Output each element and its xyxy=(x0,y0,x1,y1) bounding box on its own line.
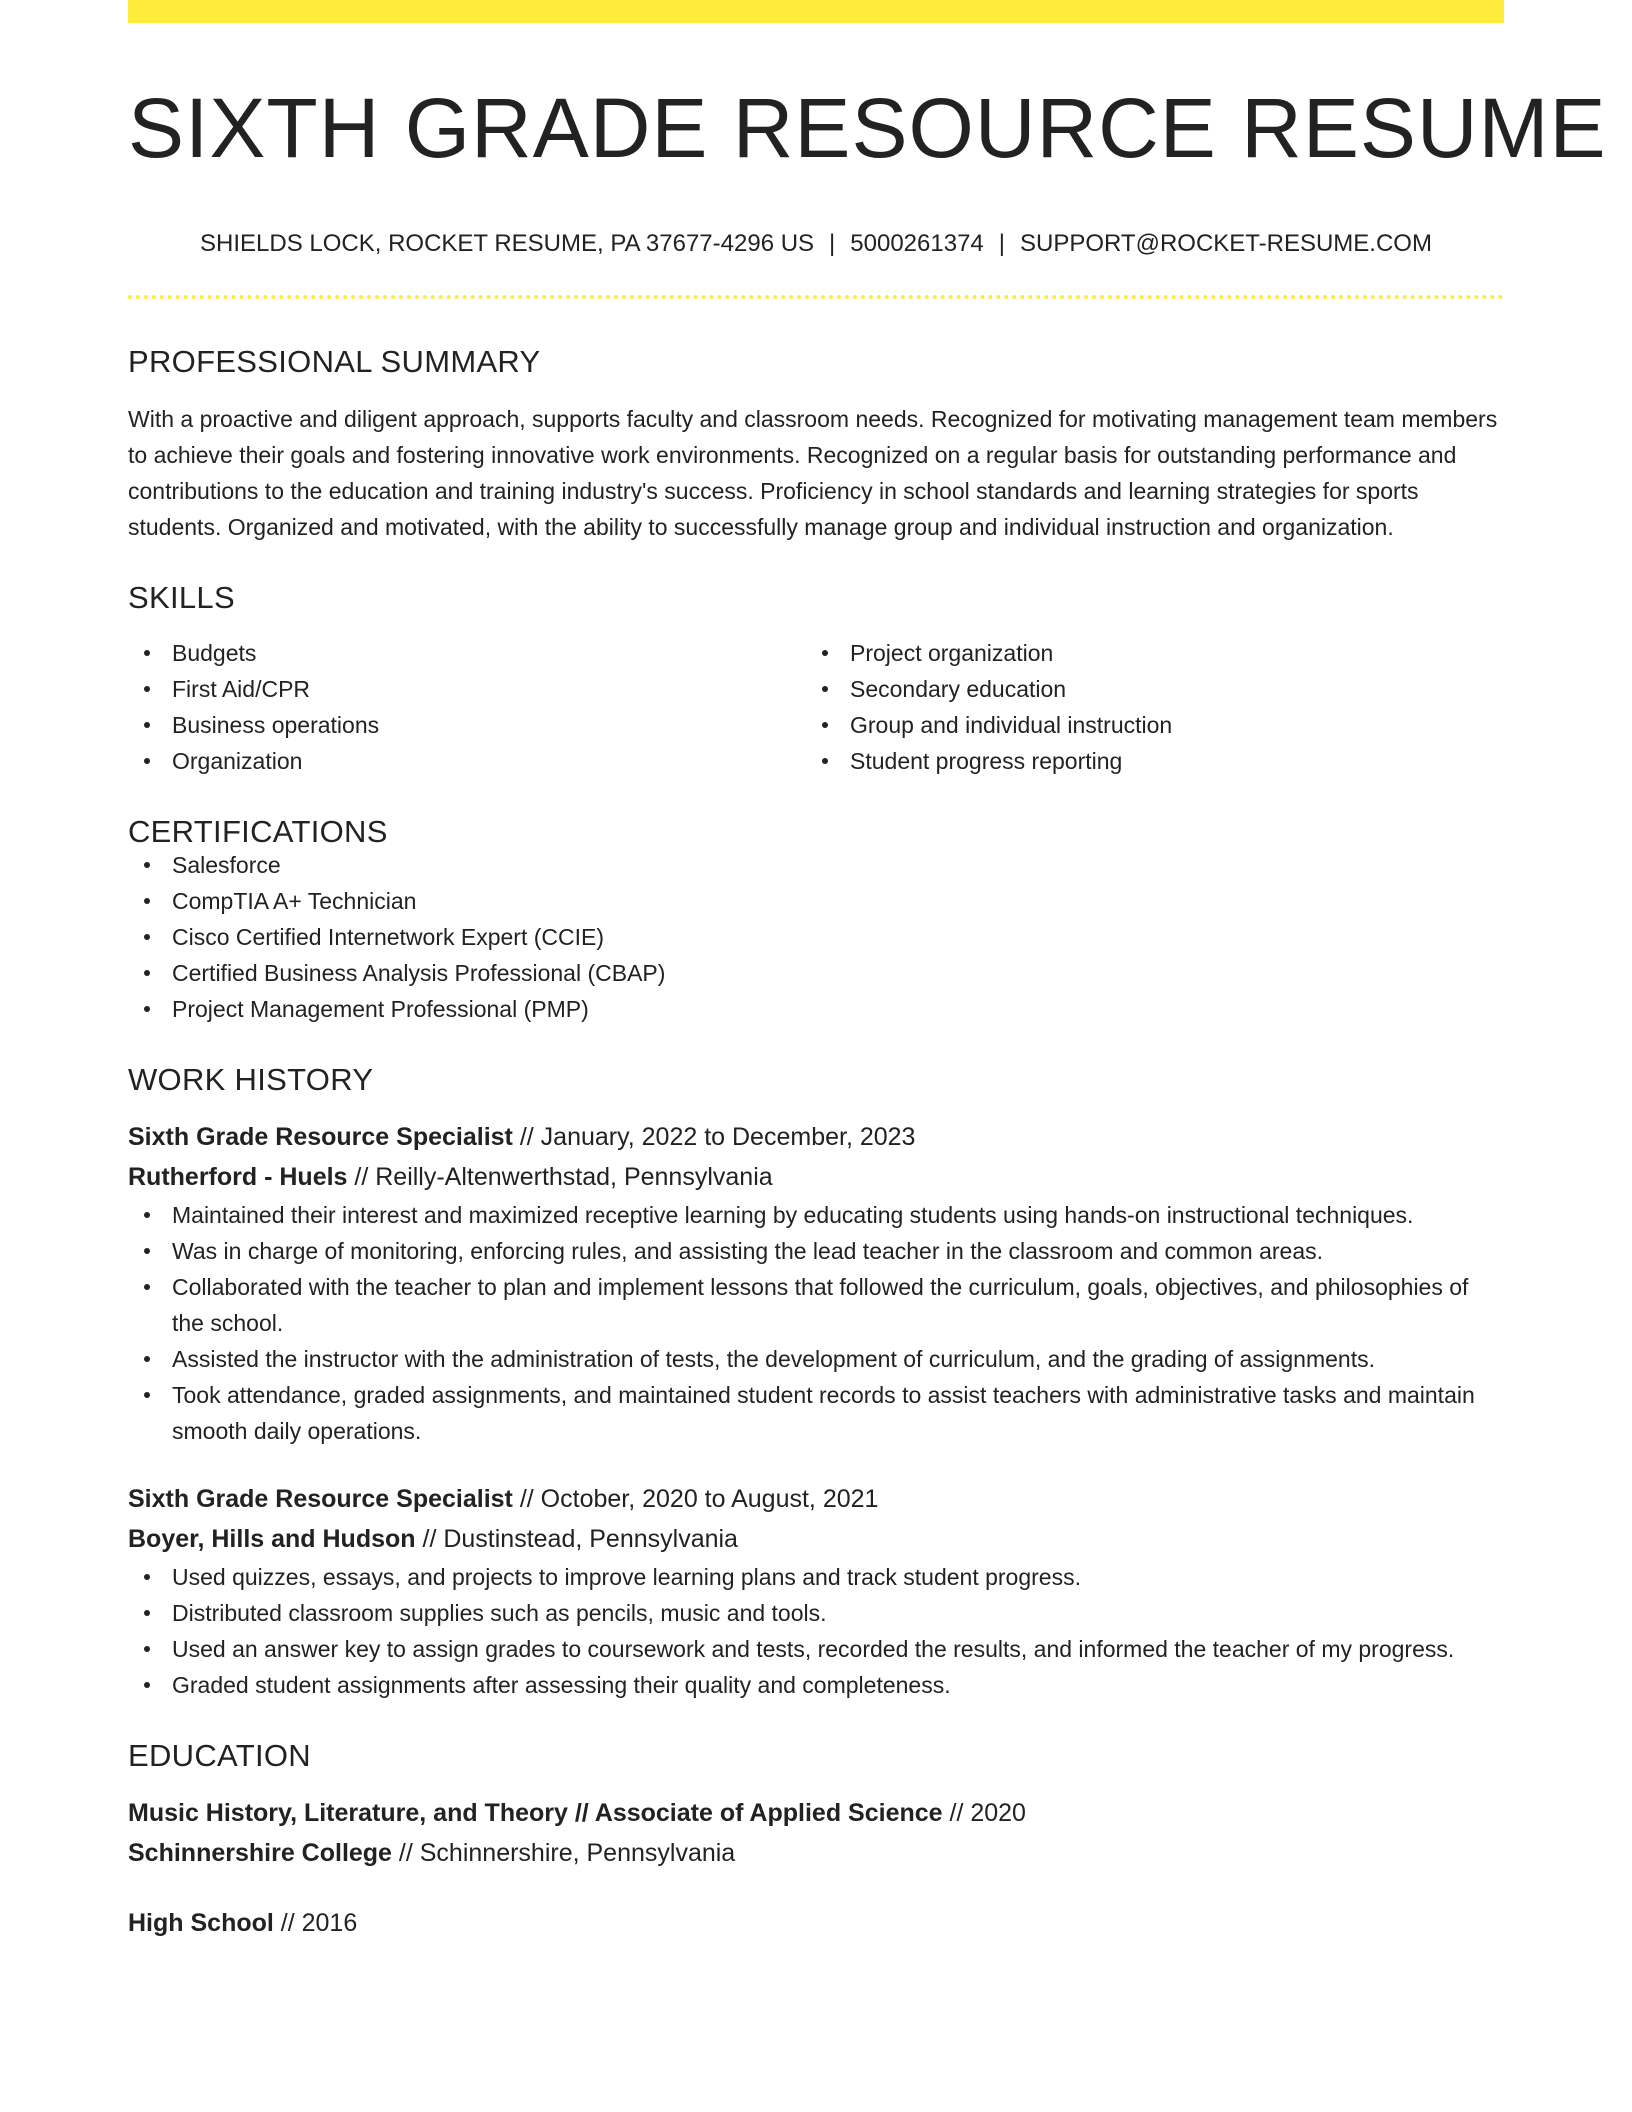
education-degree: High School xyxy=(128,1909,274,1937)
education-degree-line xyxy=(128,1793,1504,1833)
certification-item: Certified Business Analysis Professional (CBAP) xyxy=(128,955,1504,991)
skill-item: Group and individual instruction xyxy=(806,707,1484,743)
education-school-line xyxy=(128,1833,1504,1873)
job-dates: // January, 2022 to December, 2023 xyxy=(512,1123,916,1151)
contact-separator: | xyxy=(829,230,836,257)
job-duty-item: Used an answer key to assign grades to coursework and tests, recorded the results, and informed the teacher of my progress. xyxy=(128,1631,1504,1667)
certifications-heading: CERTIFICATIONS xyxy=(128,814,388,849)
skills-column-right xyxy=(806,635,1484,779)
job-duties-list xyxy=(128,1559,1504,1703)
job-duty-item: Graded student assignments after assessing their quality and completeness. xyxy=(128,1667,1504,1703)
job-dates: // October, 2020 to August, 2021 xyxy=(512,1485,879,1513)
contact-phone: 5000261374 xyxy=(850,230,984,257)
job-duty-item: Used quizzes, essays, and projects to improve learning plans and track student progress. xyxy=(128,1559,1504,1595)
education-location: // Schinnershire, Pennsylvania xyxy=(391,1839,736,1867)
job-duty-item: Distributed classroom supplies such as pencils, music and tools. xyxy=(128,1595,1504,1631)
skill-item: Project organization xyxy=(806,635,1484,671)
job-duty-item: Took attendance, graded assignments, and maintained student records to assist teachers with administrative tasks and maintain smooth daily operations. xyxy=(128,1377,1504,1449)
education-degree: Music History, Literature, and Theory // Associate of Applied Science xyxy=(128,1799,943,1827)
job-role: Sixth Grade Resource Specialist xyxy=(128,1485,513,1513)
job-duty-item: Maintained their interest and maximized receptive learning by educating students using hands-on instructional techniques. xyxy=(128,1197,1504,1233)
certification-item: CompTIA A+ Technician xyxy=(128,883,1504,919)
job-duty-item: Collaborated with the teacher to plan and implement lessons that followed the curriculum, goals, objectives, and philosophies of the school. xyxy=(128,1269,1504,1341)
education-degree-line xyxy=(128,1903,1504,1943)
job-duties-list xyxy=(128,1197,1504,1449)
top-accent-bar xyxy=(128,0,1504,23)
resume-page xyxy=(128,0,1607,1943)
job-duty-item: Assisted the instructor with the administration of tests, the development of curriculum, and the grading of assignments. xyxy=(128,1341,1504,1377)
education-school: Schinnershire College xyxy=(128,1839,392,1867)
resume-title: SIXTH GRADE RESOURCE RESUME xyxy=(128,81,1607,175)
job-company: Rutherford - Huels xyxy=(128,1163,348,1191)
skills-heading: SKILLS xyxy=(128,580,235,615)
certification-item: Project Management Professional (PMP) xyxy=(128,991,1504,1027)
job-company-line xyxy=(128,1157,1504,1197)
job-company: Boyer, Hills and Hudson xyxy=(128,1525,416,1553)
header-divider xyxy=(128,295,1504,299)
education-year: // 2020 xyxy=(942,1799,1026,1827)
job-duty-item: Was in charge of monitoring, enforcing rules, and assisting the lead teacher in the classroom and common areas. xyxy=(128,1233,1504,1269)
skill-item: Business operations xyxy=(128,707,806,743)
job-company-line xyxy=(128,1519,1504,1559)
certification-item: Salesforce xyxy=(128,847,1504,883)
job-title-line xyxy=(128,1117,1504,1157)
job-role: Sixth Grade Resource Specialist xyxy=(128,1123,513,1151)
skill-item: First Aid/CPR xyxy=(128,671,806,707)
certification-item: Cisco Certified Internetwork Expert (CCIE) xyxy=(128,919,1504,955)
job-title-line xyxy=(128,1479,1504,1519)
job-location: // Dustinstead, Pennsylvania xyxy=(415,1525,738,1553)
skill-item: Budgets xyxy=(128,635,806,671)
certifications-list xyxy=(128,847,1504,1027)
skill-item: Student progress reporting xyxy=(806,743,1484,779)
work-history-heading: WORK HISTORY xyxy=(128,1062,374,1097)
job-location: // Reilly-Altenwerthstad, Pennsylvania xyxy=(347,1163,773,1191)
contact-address: SHIELDS LOCK, ROCKET RESUME, PA 37677-4296 US xyxy=(200,230,815,257)
skill-item: Secondary education xyxy=(806,671,1484,707)
education-year: // 2016 xyxy=(273,1909,358,1937)
contact-line xyxy=(128,232,1504,256)
skill-item: Organization xyxy=(128,743,806,779)
summary-heading: PROFESSIONAL SUMMARY xyxy=(128,344,541,379)
skills-grid xyxy=(128,635,1504,779)
skills-column-left xyxy=(128,635,806,779)
contact-email[interactable]: SUPPORT@ROCKET-RESUME.COM xyxy=(1020,230,1432,257)
education-heading: EDUCATION xyxy=(128,1738,311,1773)
summary-text: With a proactive and diligent approach, supports faculty and classroom needs. Recognized for motivating management team members to achieve their goals and fostering innovative work environments. Recognized on a regular basis for outstanding performance and contributions to the education and training industry's success. Proficiency in school standards and learning strategies for sports students. Organized and motivated, with the ability to successfully manage group and individual instruction and organization. xyxy=(128,406,1498,540)
contact-separator: | xyxy=(998,230,1005,257)
